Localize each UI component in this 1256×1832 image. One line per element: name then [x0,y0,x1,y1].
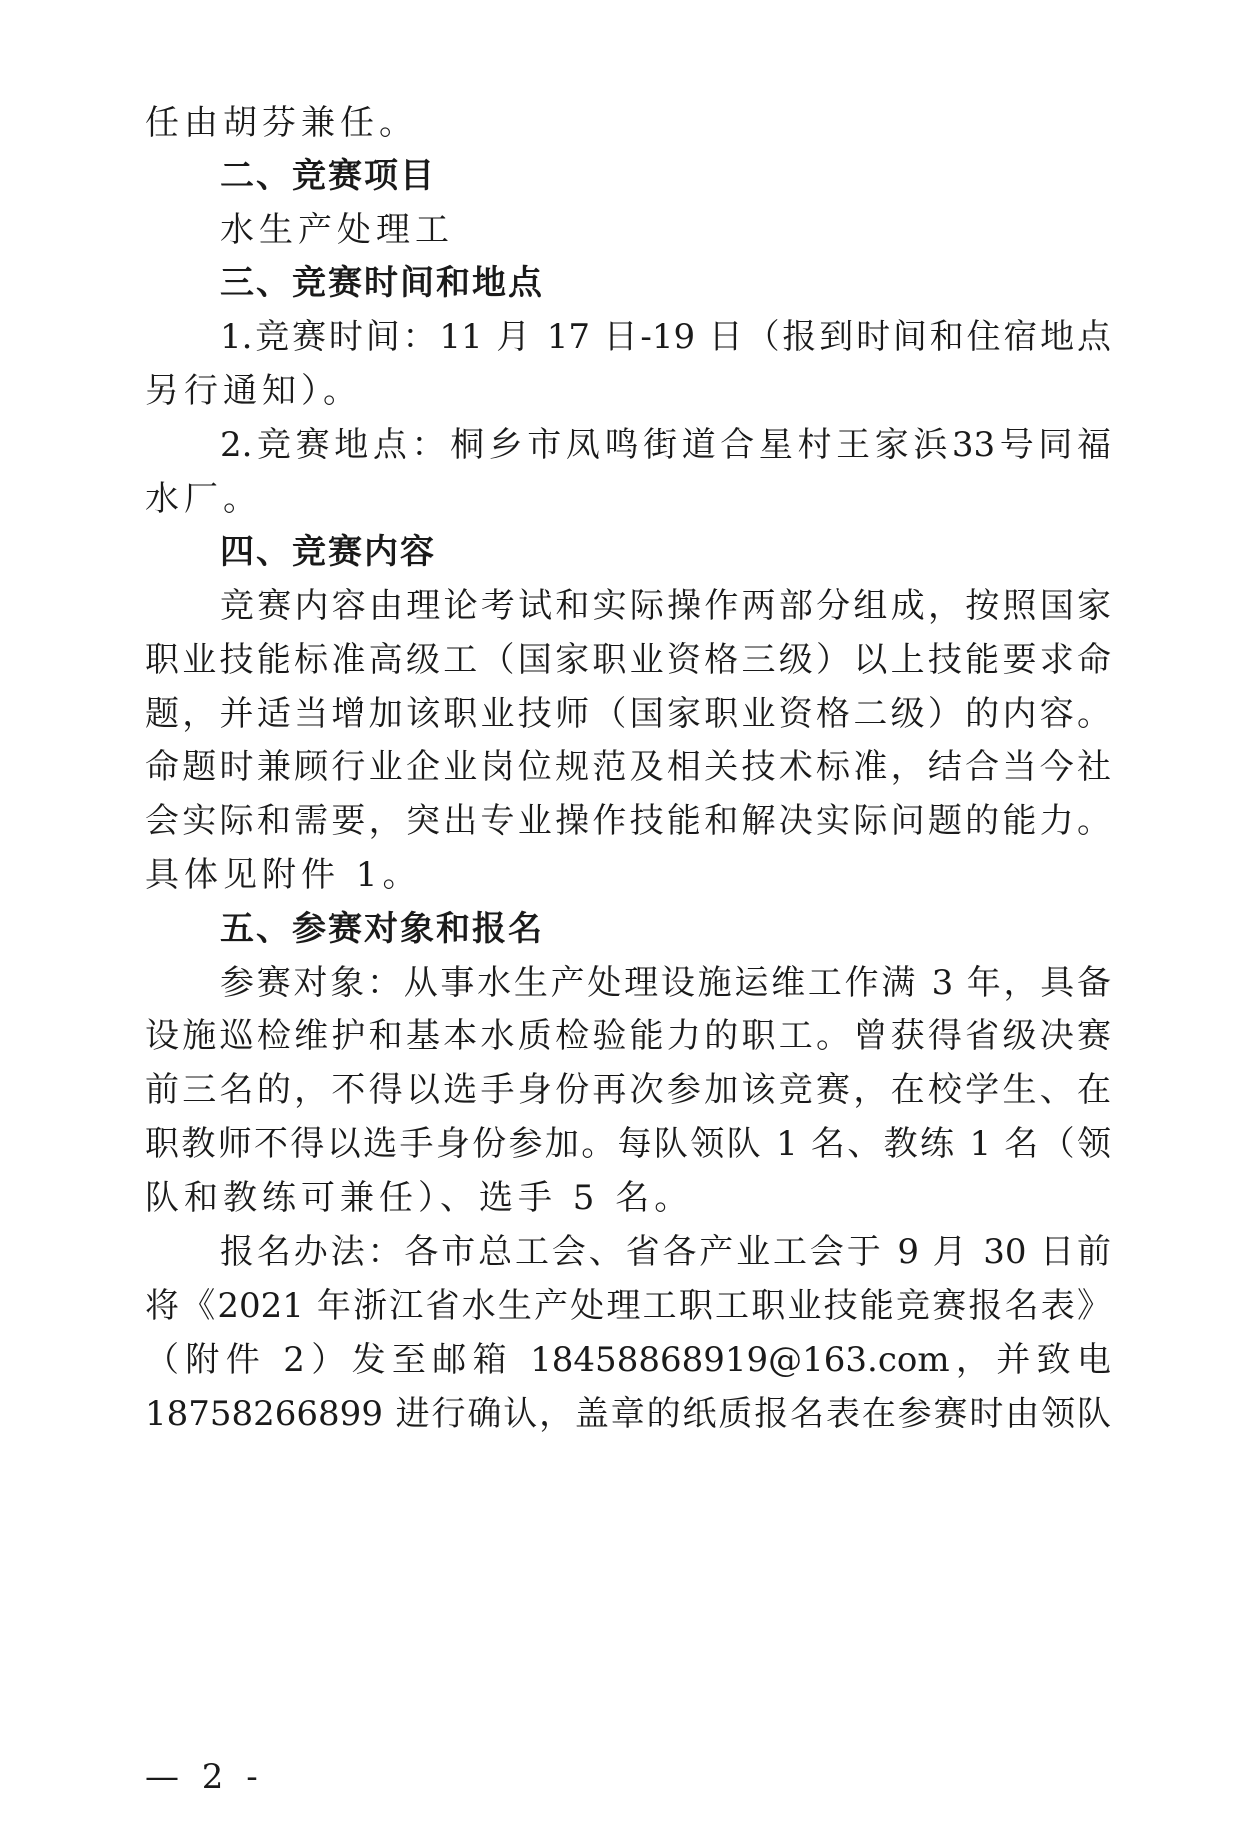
body-line: 设施巡检维护和基本水质检验能力的职工。曾获得省级决赛 [145,1016,1111,1056]
section-heading: 四、竞赛内容 [220,532,436,572]
body-line: 另行通知）。 [145,371,362,411]
body-line: 将《2021 年浙江省水生产处理工职工职业技能竞赛报名表》 [145,1286,1111,1326]
body-line: （附件 2）发至邮箱 18458868919@163.com，并致电 [145,1340,1111,1380]
section-heading: 二、竞赛项目 [220,156,436,196]
body-line: 会实际和需要，突出专业操作技能和解决实际问题的能力。 [145,801,1111,841]
body-line: 2.竞赛地点：桐乡市凤鸣街道合星村王家浜33号同福 [220,425,1111,465]
body-line: 竞赛内容由理论考试和实际操作两部分组成，按照国家 [220,586,1111,626]
body-line: 任由胡芬兼任。 [145,103,418,143]
page-number: — 2 - [145,1757,264,1797]
body-line: 职教师不得以选手身份参加。每队领队 1 名、教练 1 名（领 [145,1124,1111,1164]
body-line: 命题时兼顾行业企业岗位规范及相关技术标准，结合当今社 [145,747,1111,787]
body-line: 职业技能标准高级工（国家职业资格三级）以上技能要求命 [145,640,1111,680]
body-line: 题，并适当增加该职业技师（国家职业资格二级）的内容。 [145,694,1111,734]
body-line: 18758266899 进行确认，盖章的纸质报名表在参赛时由领队 [145,1394,1111,1434]
body-line: 参赛对象：从事水生产处理设施运维工作满 3 年，具备 [220,963,1111,1003]
body-line: 1.竞赛时间：11 月 17 日-19 日（报到时间和住宿地点 [220,317,1111,357]
body-line: 水生产处理工 [220,210,454,250]
body-line: 具体见附件 1。 [145,855,422,895]
section-heading: 三、竞赛时间和地点 [220,263,544,303]
body-line: 队和教练可兼任）、选手 5 名。 [145,1178,694,1218]
body-line: 报名办法：各市总工会、省各产业工会于 9 月 30 日前 [220,1232,1111,1272]
section-heading: 五、参赛对象和报名 [220,909,544,949]
body-line: 前三名的，不得以选手身份再次参加该竞赛，在校学生、在 [145,1070,1111,1110]
body-line: 水厂。 [145,479,262,519]
